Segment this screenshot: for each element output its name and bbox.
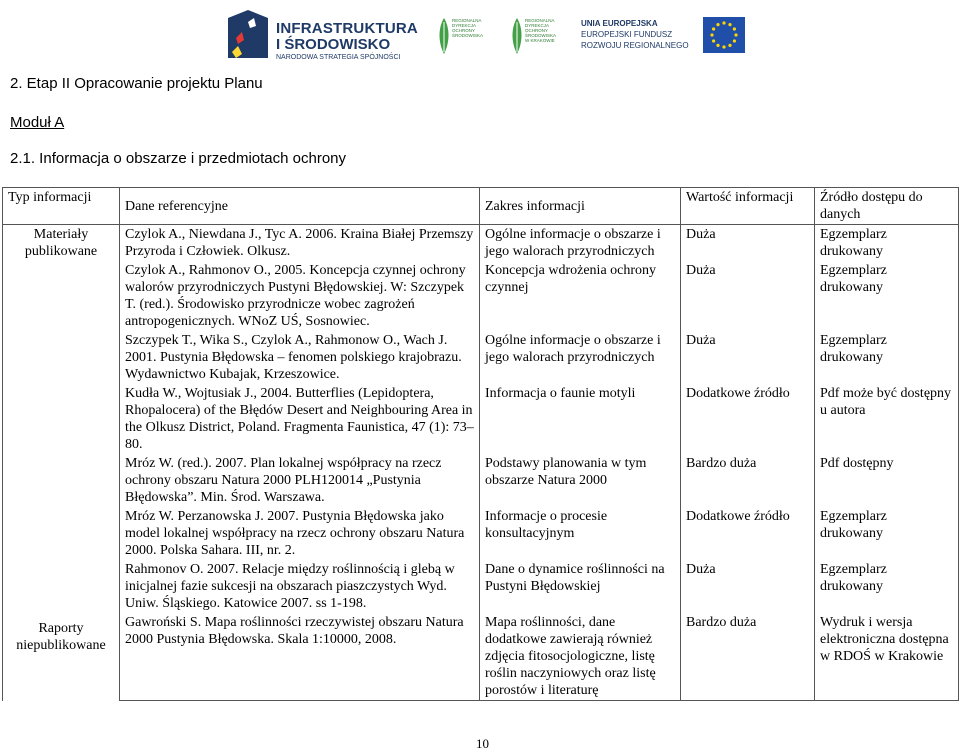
eu-line3: ROZWOJU REGIONALNEGO: [581, 41, 689, 50]
refs-cell: Kudła W., Wojtusiak J., 2004. Butterflies (Lepidoptera, Rhopalocera) of the Błędów Desert and Neighbouring Area in the Olkusz District, Poland. Fragmenta Faunistica, 47 (1): 73–80.: [120, 384, 480, 454]
type-published: Materiały publikowane: [24, 227, 98, 259]
scope-cell: Podstawy planowania w tym obszarze Natura 2000: [480, 454, 681, 507]
source-cell: Pdf dostępny: [815, 454, 959, 507]
eu-logo: [581, 16, 746, 60]
eu-flag-icon: [703, 17, 745, 53]
scope-cell: Ogólne informacje o obszarze i jego walorach przyrodniczych: [480, 225, 681, 262]
table-row: [3, 261, 959, 331]
eu-line2: EUROPEJSKI FUNDUSZ: [581, 30, 673, 39]
table-header-row: [3, 188, 959, 225]
value-cell: Bardzo duża: [681, 613, 815, 701]
table-row: [3, 331, 959, 384]
scope-cell: Informacja o faunie motyli: [480, 384, 681, 454]
source-cell: Egzemplarz drukowany: [815, 261, 959, 331]
table-row: [3, 560, 959, 613]
stage-heading: 2. Etap II Opracowanie projektu Planu: [10, 75, 263, 92]
refs-cell: Mróz W. (red.). 2007. Plan lokalnej współpracy na rzecz ochrony obszaru Natura 2000 PLH120014 „Pustynia Błędowska”. Min. Środ. Warszawa.: [120, 454, 480, 507]
logo-main-line3: NARODOWA STRATEGIA SPÓJNOŚCI: [276, 54, 401, 61]
value-cell: Dodatkowe źródło: [681, 384, 815, 454]
refs-cell: Rahmonov O. 2007. Relacje między roślinnością i glebą w inicjalnej fazie sukcesji na obszarach piaszczystych Wyd. Uniw. Śląskiego. Katowice 2007. ss 1-198.: [120, 560, 480, 613]
type-cell: [3, 225, 120, 701]
source-cell: Pdf może być dostępny u autora: [815, 384, 959, 454]
col-header-type: Typ informacji: [3, 188, 120, 225]
rdos-logo-2-text: REGIONALNA DYREKCJA OCHRONY ŚRODOWISKA W KRAKOWIE: [525, 18, 556, 43]
table-row: [3, 384, 959, 454]
information-table: [2, 187, 959, 701]
rdos-logo-1: [436, 14, 486, 62]
table-row: [3, 454, 959, 507]
scope-cell: Informacje o procesie konsultacyjnym: [480, 507, 681, 560]
page-number: 10: [476, 736, 489, 751]
table-row: [3, 613, 959, 701]
scope-cell: Dane o dynamice roślinności na Pustyni Błędowskiej: [480, 560, 681, 613]
scope-cell: Ogólne informacje o obszarze i jego walorach przyrodniczych: [480, 331, 681, 384]
scope-cell: Koncepcja wdrożenia ochrony czynnej: [480, 261, 681, 331]
infrastruktura-logo: [226, 6, 418, 64]
refs-cell: Czylok A., Niewdana J., Tyc A. 2006. Kraina Białej Przemszy Przyroda i Człowiek. Olkusz.: [120, 225, 480, 262]
value-cell: Duża: [681, 560, 815, 613]
refs-cell: Mróz W. Perzanowska J. 2007. Pustynia Błędowska jako model lokalnej współpracy na rzecz ochrony obszaru Natura 2000. Polska Sahara. III, nr. 2.: [120, 507, 480, 560]
leaf-icon: [436, 16, 452, 56]
section-heading: 2.1. Informacja o obszarze i przedmiotach ochrony: [10, 150, 346, 167]
eu-line1: UNIA EUROPEJSKA: [581, 19, 658, 28]
refs-cell: Szczypek T., Wika S., Czylok A., Rahmonow O., Wach J. 2001. Pustynia Błędowska – fenomen polskiego krajobrazu. Wydawnictwo Kubajak, Krzeszowice.: [120, 331, 480, 384]
col-header-value: Wartość informacji: [681, 188, 815, 225]
logo-main-line1: INFRASTRUKTURA: [276, 20, 418, 37]
logo-main-line2: I ŚRODOWISKO: [276, 36, 391, 53]
source-cell: Egzemplarz drukowany: [815, 507, 959, 560]
leaf-icon: [509, 16, 525, 56]
value-cell: Duża: [681, 261, 815, 331]
refs-cell: Gawroński S. Mapa roślinności rzeczywistej obszaru Natura 2000 Pustynia Błędowska. Skala 1:10000, 2008.: [120, 613, 480, 701]
scope-cell: Mapa roślinności, dane dodatkowe zawierają również zdjęcia fitosocjologiczne, listę roślin naczyniowych oraz listę porostów i literaturę: [480, 613, 681, 701]
col-header-scope: Zakres informacji: [480, 188, 681, 225]
refs-cell: Czylok A., Rahmonov O., 2005. Koncepcja czynnej ochrony walorów przyrodniczych Pustyni Błędowskiej. W: Szczypek T. (red.). Środowisko przyrodnicze wobec zagrożeń antropogenicznych. WNoZ UŚ, Sosnowiec.: [120, 261, 480, 331]
source-cell: Egzemplarz drukowany: [815, 225, 959, 262]
col-header-refs: Dane referencyjne: [120, 188, 480, 225]
value-cell: Bardzo duża: [681, 454, 815, 507]
value-cell: Duża: [681, 225, 815, 262]
nss-star-icon: [226, 8, 270, 64]
rdos-logo-1-text: REGIONALNA DYREKCJA OCHRONY ŚRODOWISKA: [452, 18, 484, 38]
source-cell: Egzemplarz drukowany: [815, 331, 959, 384]
value-cell: Duża: [681, 331, 815, 384]
module-heading: Moduł A: [10, 114, 65, 131]
value-cell: Dodatkowe źródło: [681, 507, 815, 560]
logo-strip: [226, 6, 746, 68]
source-cell: Egzemplarz drukowany: [815, 560, 959, 613]
rdos-logo-2: [509, 14, 559, 62]
type-unpublished: Raporty niepublikowane: [16, 621, 106, 653]
col-header-source: Źródło dostępu do danych: [815, 188, 959, 225]
table-row: [3, 507, 959, 560]
source-cell: Wydruk i wersja elektroniczna dostępna w RDOŚ w Krakowie: [815, 613, 959, 701]
table-row: [3, 225, 959, 262]
